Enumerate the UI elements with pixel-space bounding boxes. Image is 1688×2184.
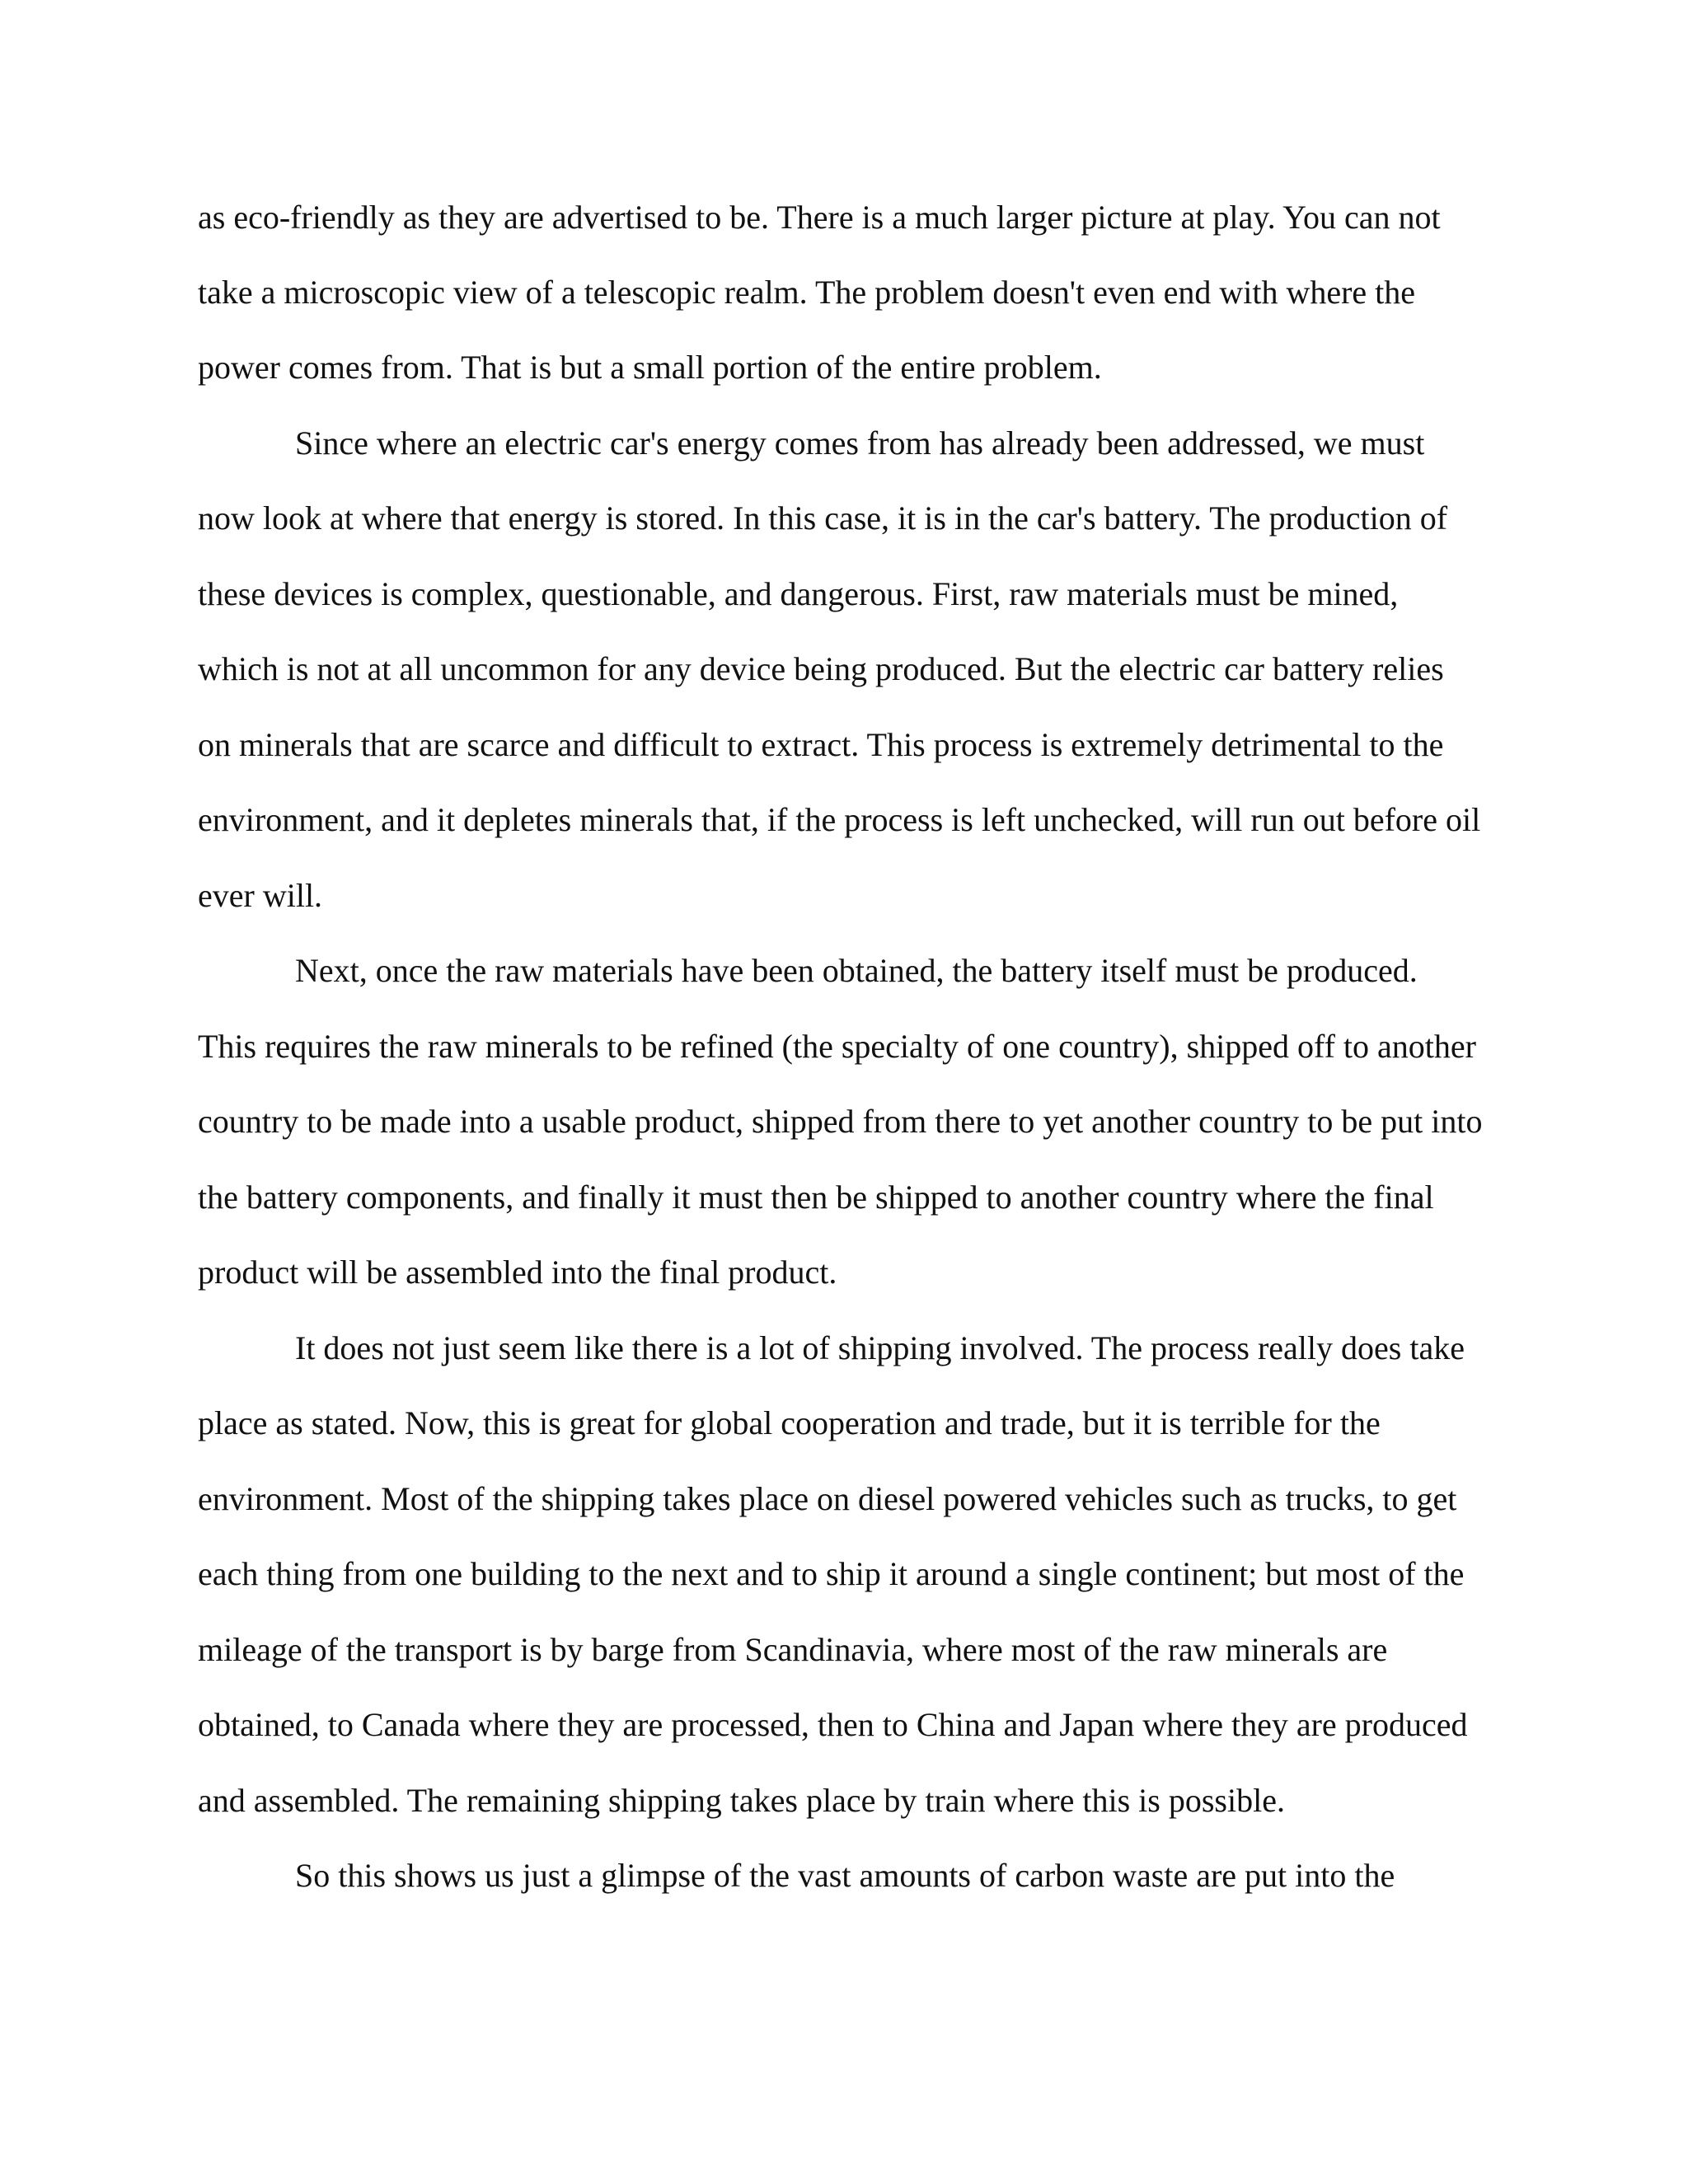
text-line: product will be assembled into the final product. [198,1254,837,1291]
paragraph-start-line: Next, once the raw materials have been obtained, the battery itself must be produced. [295,952,1418,989]
text-line: each thing from one building to the next and to ship it around a single continent; but most of the [198,1555,1465,1592]
text-line: environment, and it depletes minerals that, if the process is left unchecked, will run out before oil [198,801,1481,838]
text-line: mileage of the transport is by barge from Scandinavia, where most of the raw minerals are [198,1631,1388,1668]
text-line: as eco-friendly as they are advertised to be. There is a much larger picture at play. You can not [198,199,1441,236]
text-line: and assembled. The remaining shipping takes place by train where this is possible. [198,1782,1285,1819]
text-line: now look at where that energy is stored. In this case, it is in the car's battery. The production of [198,499,1448,537]
text-line: obtained, to Canada where they are processed, then to China and Japan where they are produced [198,1706,1468,1743]
text-line: environment. Most of the shipping takes place on diesel powered vehicles such as trucks, to get [198,1480,1457,1517]
text-line: country to be made into a usable product, shipped from there to yet another country to be put into [198,1103,1483,1140]
text-line: ever will. [198,877,323,914]
text-line: which is not at all uncommon for any device being produced. But the electric car battery relies [198,650,1444,687]
text-line: power comes from. That is but a small portion of the entire problem. [198,349,1102,386]
text-line: take a microscopic view of a telescopic realm. The problem doesn't even end with where the [198,274,1416,311]
text-line: the battery components, and finally it must then be shipped to another country where the final [198,1179,1434,1216]
text-line: This requires the raw minerals to be refined (the specialty of one country), shipped off to another [198,1028,1476,1065]
paragraph-start-line: It does not just seem like there is a lot of shipping involved. The process really does take [295,1329,1465,1366]
text-line: place as stated. Now, this is great for global cooperation and trade, but it is terrible for the [198,1404,1381,1441]
paragraph-start-line: So this shows us just a glimpse of the vast amounts of carbon waste are put into the [295,1857,1395,1894]
text-line: these devices is complex, questionable, and dangerous. First, raw materials must be mined, [198,575,1399,612]
paragraph-start-line: Since where an electric car's energy comes from has already been addressed, we must [295,424,1425,462]
text-line: on minerals that are scarce and difficult to extract. This process is extremely detrimental to the [198,726,1444,763]
